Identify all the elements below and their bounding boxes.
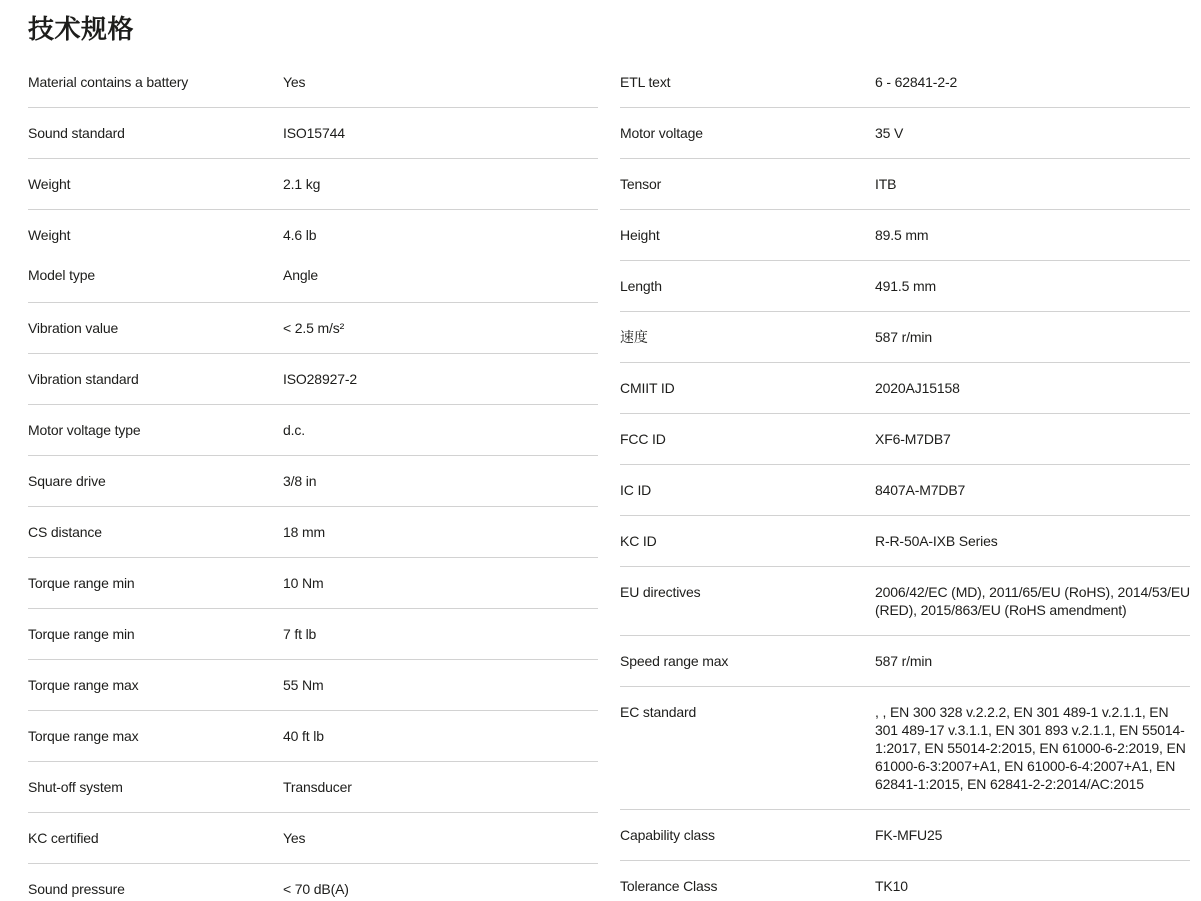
spec-value: Transducer	[283, 779, 352, 795]
spec-row	[620, 516, 1190, 567]
spec-label: Torque range max	[28, 677, 139, 693]
spec-row	[620, 210, 1190, 261]
spec-row	[620, 687, 1190, 810]
spec-row	[620, 261, 1190, 312]
spec-table	[28, 57, 1190, 901]
spec-value: 587 r/min	[875, 653, 933, 669]
spec-row	[28, 405, 598, 456]
spec-value: 40 ft lb	[283, 728, 324, 744]
spec-row	[620, 861, 1190, 901]
spec-value: 35 V	[875, 125, 904, 141]
spec-row	[620, 465, 1190, 516]
spec-value: 2.1 kg	[283, 176, 321, 192]
spec-value: 6 - 62841-2-2	[875, 74, 958, 90]
spec-label: Material contains a battery	[28, 74, 189, 90]
spec-label: KC ID	[620, 533, 657, 549]
spec-label: Sound pressure	[28, 881, 125, 897]
spec-row	[28, 303, 598, 354]
spec-row	[620, 636, 1190, 687]
spec-row	[28, 210, 598, 256]
spec-row	[620, 567, 1190, 636]
spec-row	[28, 813, 598, 864]
spec-value: 89.5 mm	[875, 227, 929, 243]
spec-value: , , EN 300 328 v.2.2.2, EN 301 489-1 v.2.1.1, EN 301 489-17 v.3.1.1, EN 301 893 v.2.1.1, EN 55014-1:2017, EN 55014-2:2015, EN 61000-6-2:2019, EN 61000-6-3:2007+A1, EN 61000-6-4:2007+A1, EN 62841-1:2015, EN 62841-2-2:2014/AC:2015	[875, 704, 1186, 792]
spec-value: XF6-M7DB7	[875, 431, 951, 447]
spec-value: 2020AJ15158	[875, 380, 960, 396]
spec-value: Angle	[283, 267, 319, 283]
spec-label: EU directives	[620, 584, 701, 600]
spec-label: EC standard	[620, 704, 697, 720]
spec-label: Capability class	[620, 827, 715, 843]
spec-label: Speed range max	[620, 653, 729, 669]
spec-row	[620, 159, 1190, 210]
spec-value: R-R-50A-IXB Series	[875, 533, 998, 549]
spec-value: 10 Nm	[283, 575, 324, 591]
spec-row	[620, 57, 1190, 108]
spec-row	[28, 456, 598, 507]
spec-value: ITB	[875, 176, 897, 192]
spec-value: 3/8 in	[283, 473, 317, 489]
spec-label: IC ID	[620, 482, 652, 498]
spec-row	[28, 507, 598, 558]
spec-label: Model type	[28, 267, 95, 283]
spec-value: ISO15744	[283, 125, 345, 141]
spec-row	[28, 609, 598, 660]
spec-label: Square drive	[28, 473, 106, 489]
spec-row	[620, 810, 1190, 861]
spec-row	[28, 108, 598, 159]
spec-value: 7 ft lb	[283, 626, 317, 642]
spec-value: Yes	[283, 74, 306, 90]
spec-value: TK10	[875, 878, 908, 894]
spec-row	[620, 312, 1190, 363]
spec-label: Tensor	[620, 176, 662, 192]
spec-value: FK-MFU25	[875, 827, 943, 843]
spec-row	[28, 558, 598, 609]
spec-label: Torque range min	[28, 626, 135, 642]
spec-label: Sound standard	[28, 125, 125, 141]
spec-label: Vibration value	[28, 320, 119, 336]
spec-value: 18 mm	[283, 524, 326, 540]
spec-value: d.c.	[283, 422, 305, 438]
spec-label: Shut-off system	[28, 779, 123, 795]
spec-row	[620, 108, 1190, 159]
spec-label: Weight	[28, 227, 71, 243]
spec-label: CS distance	[28, 524, 102, 540]
spec-value: 55 Nm	[283, 677, 324, 693]
spec-value: < 70 dB(A)	[283, 881, 349, 897]
spec-label: Motor voltage	[620, 125, 703, 141]
spec-label: ETL text	[620, 74, 671, 90]
spec-row	[28, 864, 598, 901]
spec-column-right	[620, 57, 1190, 901]
spec-label: Vibration standard	[28, 371, 139, 387]
spec-value: ISO28927-2	[283, 371, 357, 387]
spec-row	[28, 354, 598, 405]
spec-label: FCC ID	[620, 431, 666, 447]
spec-row	[28, 762, 598, 813]
spec-label: Motor voltage type	[28, 422, 141, 438]
spec-row	[28, 256, 598, 303]
spec-label: CMIIT ID	[620, 380, 675, 396]
spec-value: 4.6 lb	[283, 227, 317, 243]
spec-column-left	[28, 57, 598, 901]
spec-value: 587 r/min	[875, 329, 933, 345]
spec-row	[28, 711, 598, 762]
spec-label: KC certified	[28, 830, 99, 846]
spec-row	[28, 660, 598, 711]
spec-label: 速度	[620, 329, 648, 345]
spec-value: 8407A-M7DB7	[875, 482, 966, 498]
spec-label: Length	[620, 278, 662, 294]
spec-row	[28, 159, 598, 210]
page-title: 技术规格	[28, 14, 135, 44]
spec-row	[28, 57, 598, 108]
spec-row	[620, 363, 1190, 414]
spec-value: < 2.5 m/s²	[283, 320, 345, 336]
spec-value: 491.5 mm	[875, 278, 937, 294]
spec-label: Tolerance Class	[620, 878, 718, 894]
spec-row	[620, 414, 1190, 465]
spec-label: Torque range max	[28, 728, 139, 744]
spec-label: Weight	[28, 176, 71, 192]
spec-label: Torque range min	[28, 575, 135, 591]
spec-label: Height	[620, 227, 660, 243]
spec-value: Yes	[283, 830, 306, 846]
spec-value: 2006/42/EC (MD), 2011/65/EU (RoHS), 2014/53/EU (RED), 2015/863/EU (RoHS amendment)	[875, 584, 1190, 618]
